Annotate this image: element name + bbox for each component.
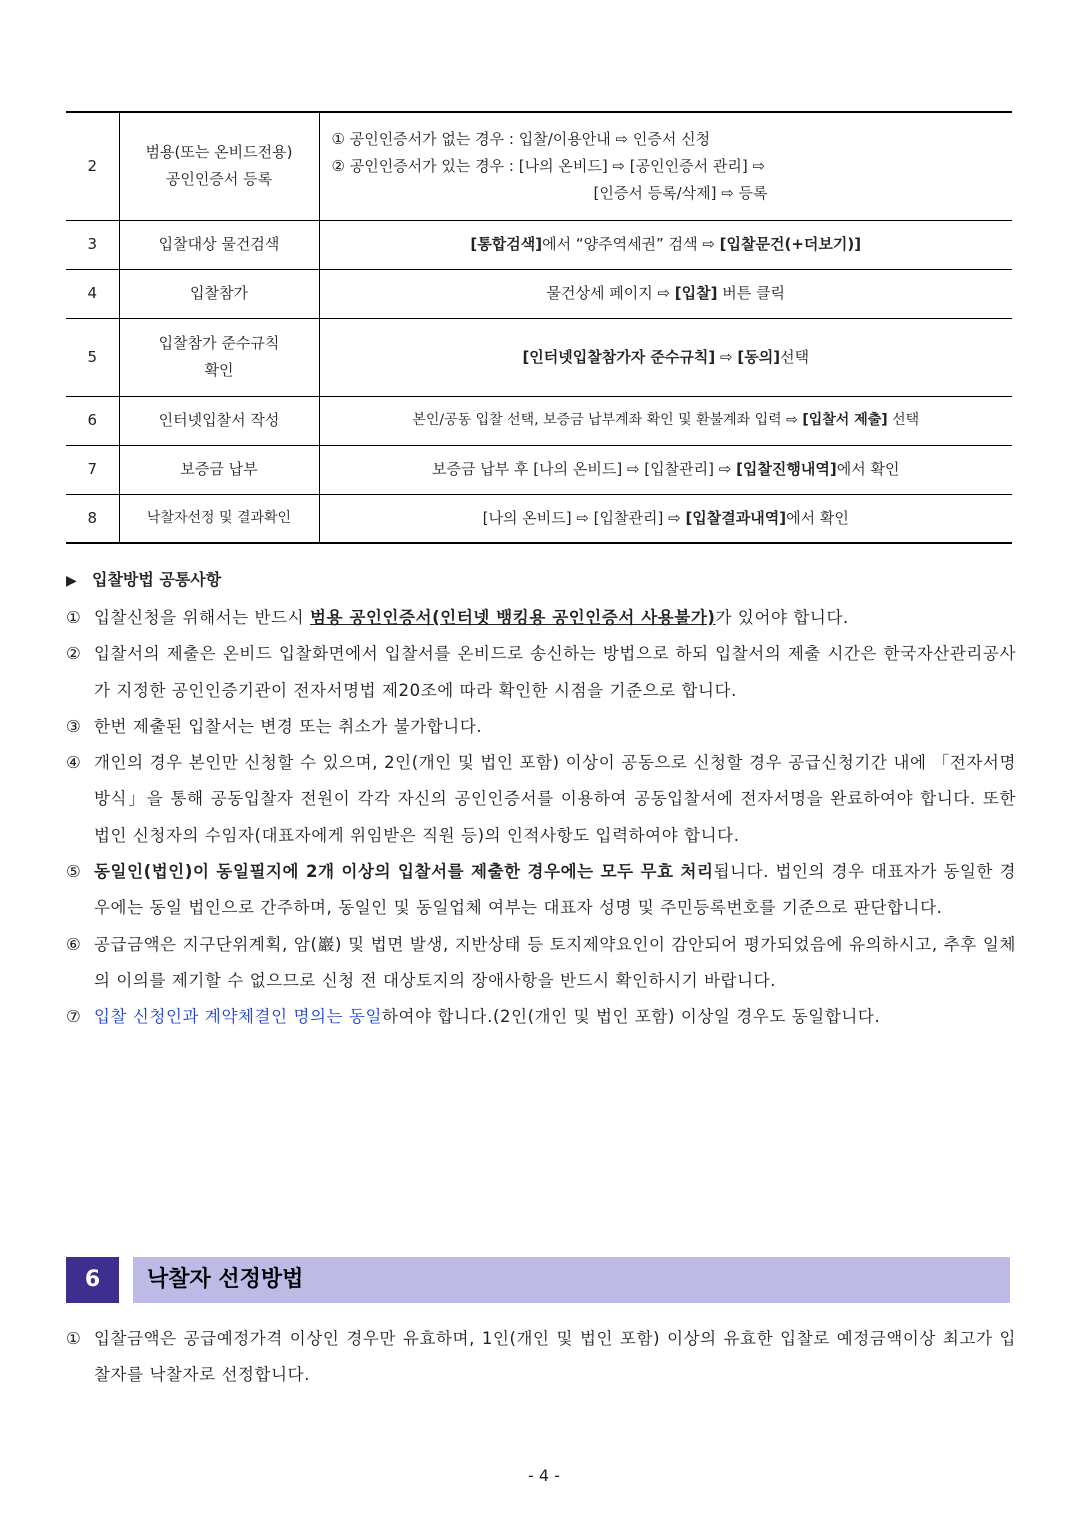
note-text: 공급금액은 지구단위계획, 암(巖) 및 법면 발생, 지반상태 등 토지제약요인이 감안되어 평가되었음에 유의하시고, 추후 일체의 이의를 제기할 수 없으므로 신청 전 대상토지의 장애사항을 반드시 확인하시기 바랍니다.	[94, 934, 1016, 990]
section-number: 6	[66, 1257, 119, 1303]
row-step: 낙찰자선정 및 결과확인	[119, 494, 319, 543]
note-number: ①	[66, 608, 82, 627]
desc-text: 에서 확인	[786, 508, 849, 527]
note-item	[66, 600, 1016, 636]
note-item	[66, 636, 1016, 709]
bracket-term: [입찰문건(+더보기)]	[719, 235, 862, 253]
desc-text: 버튼 클릭	[717, 284, 785, 302]
row-desc-line: ① 공인인증서가 없는 경우 : 입찰/이용안내 ⇨ 인증서 신청	[331, 129, 711, 148]
triangle-bullet-icon: ▶	[66, 573, 77, 589]
note-item	[66, 1321, 1016, 1394]
row-step: 인터넷입찰서 작성	[119, 396, 319, 445]
note-text: 한번 제출된 입찰서는 변경 또는 취소가 불가합니다.	[94, 716, 483, 736]
row-desc-line: [인증서 등록/삭제] ⇨ 등록	[593, 183, 768, 202]
note-number: ③	[66, 716, 82, 736]
notes-heading	[66, 566, 1016, 600]
note-number: ⑦	[66, 1007, 82, 1027]
desc-text: 선택	[780, 347, 810, 366]
section-body	[66, 1321, 1016, 1394]
bracket-term: [입찰결과내역]	[685, 508, 787, 527]
note-emphasis: 입찰 신청인과 계약체결인 명의는 동일	[94, 1007, 383, 1027]
note-number: ⑤	[66, 862, 82, 882]
note-item	[66, 999, 1016, 1035]
table-row	[66, 112, 1012, 220]
row-desc-line: ② 공인인증서가 있는 경우 : [나의 온비드] ⇨ [공인인증서 관리] ⇨	[331, 156, 766, 175]
desc-text: 본인/공동 입찰 선택, 보증금 납부계좌 확인 및 환불계좌 입력 ⇨	[412, 412, 803, 428]
table-row	[66, 318, 1012, 396]
row-step: 입찰대상 물건검색	[119, 220, 319, 269]
row-step	[119, 112, 319, 220]
note-text: 개인의 경우 본인만 신청할 수 있으며, 2인(개인 및 법인 포함) 이상이 공동으로 신청할 경우 공급신청기간 내에 「전자서명방식」을 통해 공동입찰자 전원이 각각 자신의 공인인증서를 이용하여 공동입찰서에 전자서명을 완료하여야 합니다. 또한 법인 신청자의 수임자(대표자에게 위임받은 직원 등)의 인적사항도 입력하여야 합니다.	[94, 753, 1016, 845]
row-number: 7	[66, 445, 119, 494]
row-description	[319, 269, 1012, 318]
note-text: 하여야 합니다.(2인(개인 및 법인 포함) 이상일 경우도 동일합니다.	[382, 1007, 881, 1027]
bracket-term: [입찰]	[674, 284, 718, 302]
desc-text: [나의 온비드] ⇨ [입찰관리] ⇨	[482, 508, 686, 527]
row-step-line: 입찰참가 준수규칙	[158, 334, 280, 352]
note-item	[66, 927, 1016, 1000]
note-text: 가 있어야 합니다.	[715, 608, 849, 627]
note-item	[66, 709, 1016, 745]
note-emphasis: 동일인(법인)이 동일필지에 2개 이상의 입찰서를 제출한 경우에는 모두 무효 처리	[94, 862, 714, 882]
note-text: 입찰서의 제출은 온비드 입찰화면에서 입찰서를 온비드로 송신하는 방법으로 하되 입찰서의 제출 시간은 한국자산관리공사가 지정한 공인인증기관이 전자서명법 제20조에 따라 확인한 시점을 기준으로 합니다.	[94, 644, 1016, 700]
note-number: ②	[66, 644, 82, 664]
row-description	[319, 494, 1012, 543]
row-number: 2	[66, 112, 119, 220]
bracket-term: [동의]	[737, 347, 781, 366]
table-row	[66, 269, 1012, 318]
bracket-term: [통합검색]	[470, 235, 543, 253]
note-text: 입찰금액은 공급예정가격 이상인 경우만 유효하며, 1인(개인 및 법인 포함) 이상의 유효한 입찰로 예정금액이상 최고가 입찰자를 낙찰자로 선정합니다.	[94, 1329, 1016, 1385]
note-number: ⑥	[66, 934, 82, 954]
row-number: 8	[66, 494, 119, 543]
desc-text: ⇨	[715, 347, 738, 366]
row-description	[319, 112, 1012, 220]
desc-text: 선택	[887, 412, 920, 428]
bracket-term: [입찰서 제출]	[802, 412, 888, 428]
note-text: 됩니다. 법인의 경우 대표자가 동일한 경우에는 동일 법인으로 간주하며, 동일인 및 동일업체 여부는 대표자 성명 및 주민등록번호를 기준으로 판단합니다.	[94, 862, 1016, 918]
note-number: ①	[66, 1329, 82, 1348]
desc-text: 보증금 납부 후 [나의 온비드] ⇨ [입찰관리] ⇨	[432, 460, 737, 478]
row-number: 5	[66, 318, 119, 396]
row-step: 입찰참가	[119, 269, 319, 318]
note-number: ④	[66, 753, 82, 773]
note-item	[66, 745, 1016, 854]
row-step: 보증금 납부	[119, 445, 319, 494]
row-step-line: 확인	[204, 361, 234, 379]
bidding-steps-table	[66, 111, 1012, 544]
table-row	[66, 445, 1012, 494]
note-item	[66, 854, 1016, 927]
notes-heading-text: 입찰방법 공통사항	[92, 570, 222, 589]
note-text: 입찰신청을 위해서는 반드시	[94, 608, 311, 627]
row-step	[119, 318, 319, 396]
row-number: 3	[66, 220, 119, 269]
table-row	[66, 220, 1012, 269]
row-description	[319, 445, 1012, 494]
table-row	[66, 396, 1012, 445]
bracket-term: [인터넷입찰참가자 준수규칙]	[522, 347, 716, 366]
row-number: 6	[66, 396, 119, 445]
desc-text: 물건상세 페이지 ⇨	[546, 284, 675, 302]
desc-text: 에서 “양주역세권” 검색 ⇨	[542, 235, 720, 253]
table-row	[66, 494, 1012, 543]
bidding-common-notes	[66, 566, 1016, 1036]
note-emphasis: 범용 공인인증서(인터넷 뱅킹용 공인인증서 사용불가)	[310, 608, 716, 627]
desc-text: 에서 확인	[836, 460, 900, 478]
row-description	[319, 220, 1012, 269]
row-step-line: 공인인증서 등록	[165, 170, 273, 189]
row-step-line: 범용(또는 온비드전용)	[145, 143, 293, 162]
row-description	[319, 396, 1012, 445]
section-title: 낙찰자 선정방법	[133, 1257, 1010, 1303]
row-description	[319, 318, 1012, 396]
row-number: 4	[66, 269, 119, 318]
bracket-term: [입찰진행내역]	[736, 460, 837, 478]
page-number: - 4 -	[528, 1466, 560, 1485]
